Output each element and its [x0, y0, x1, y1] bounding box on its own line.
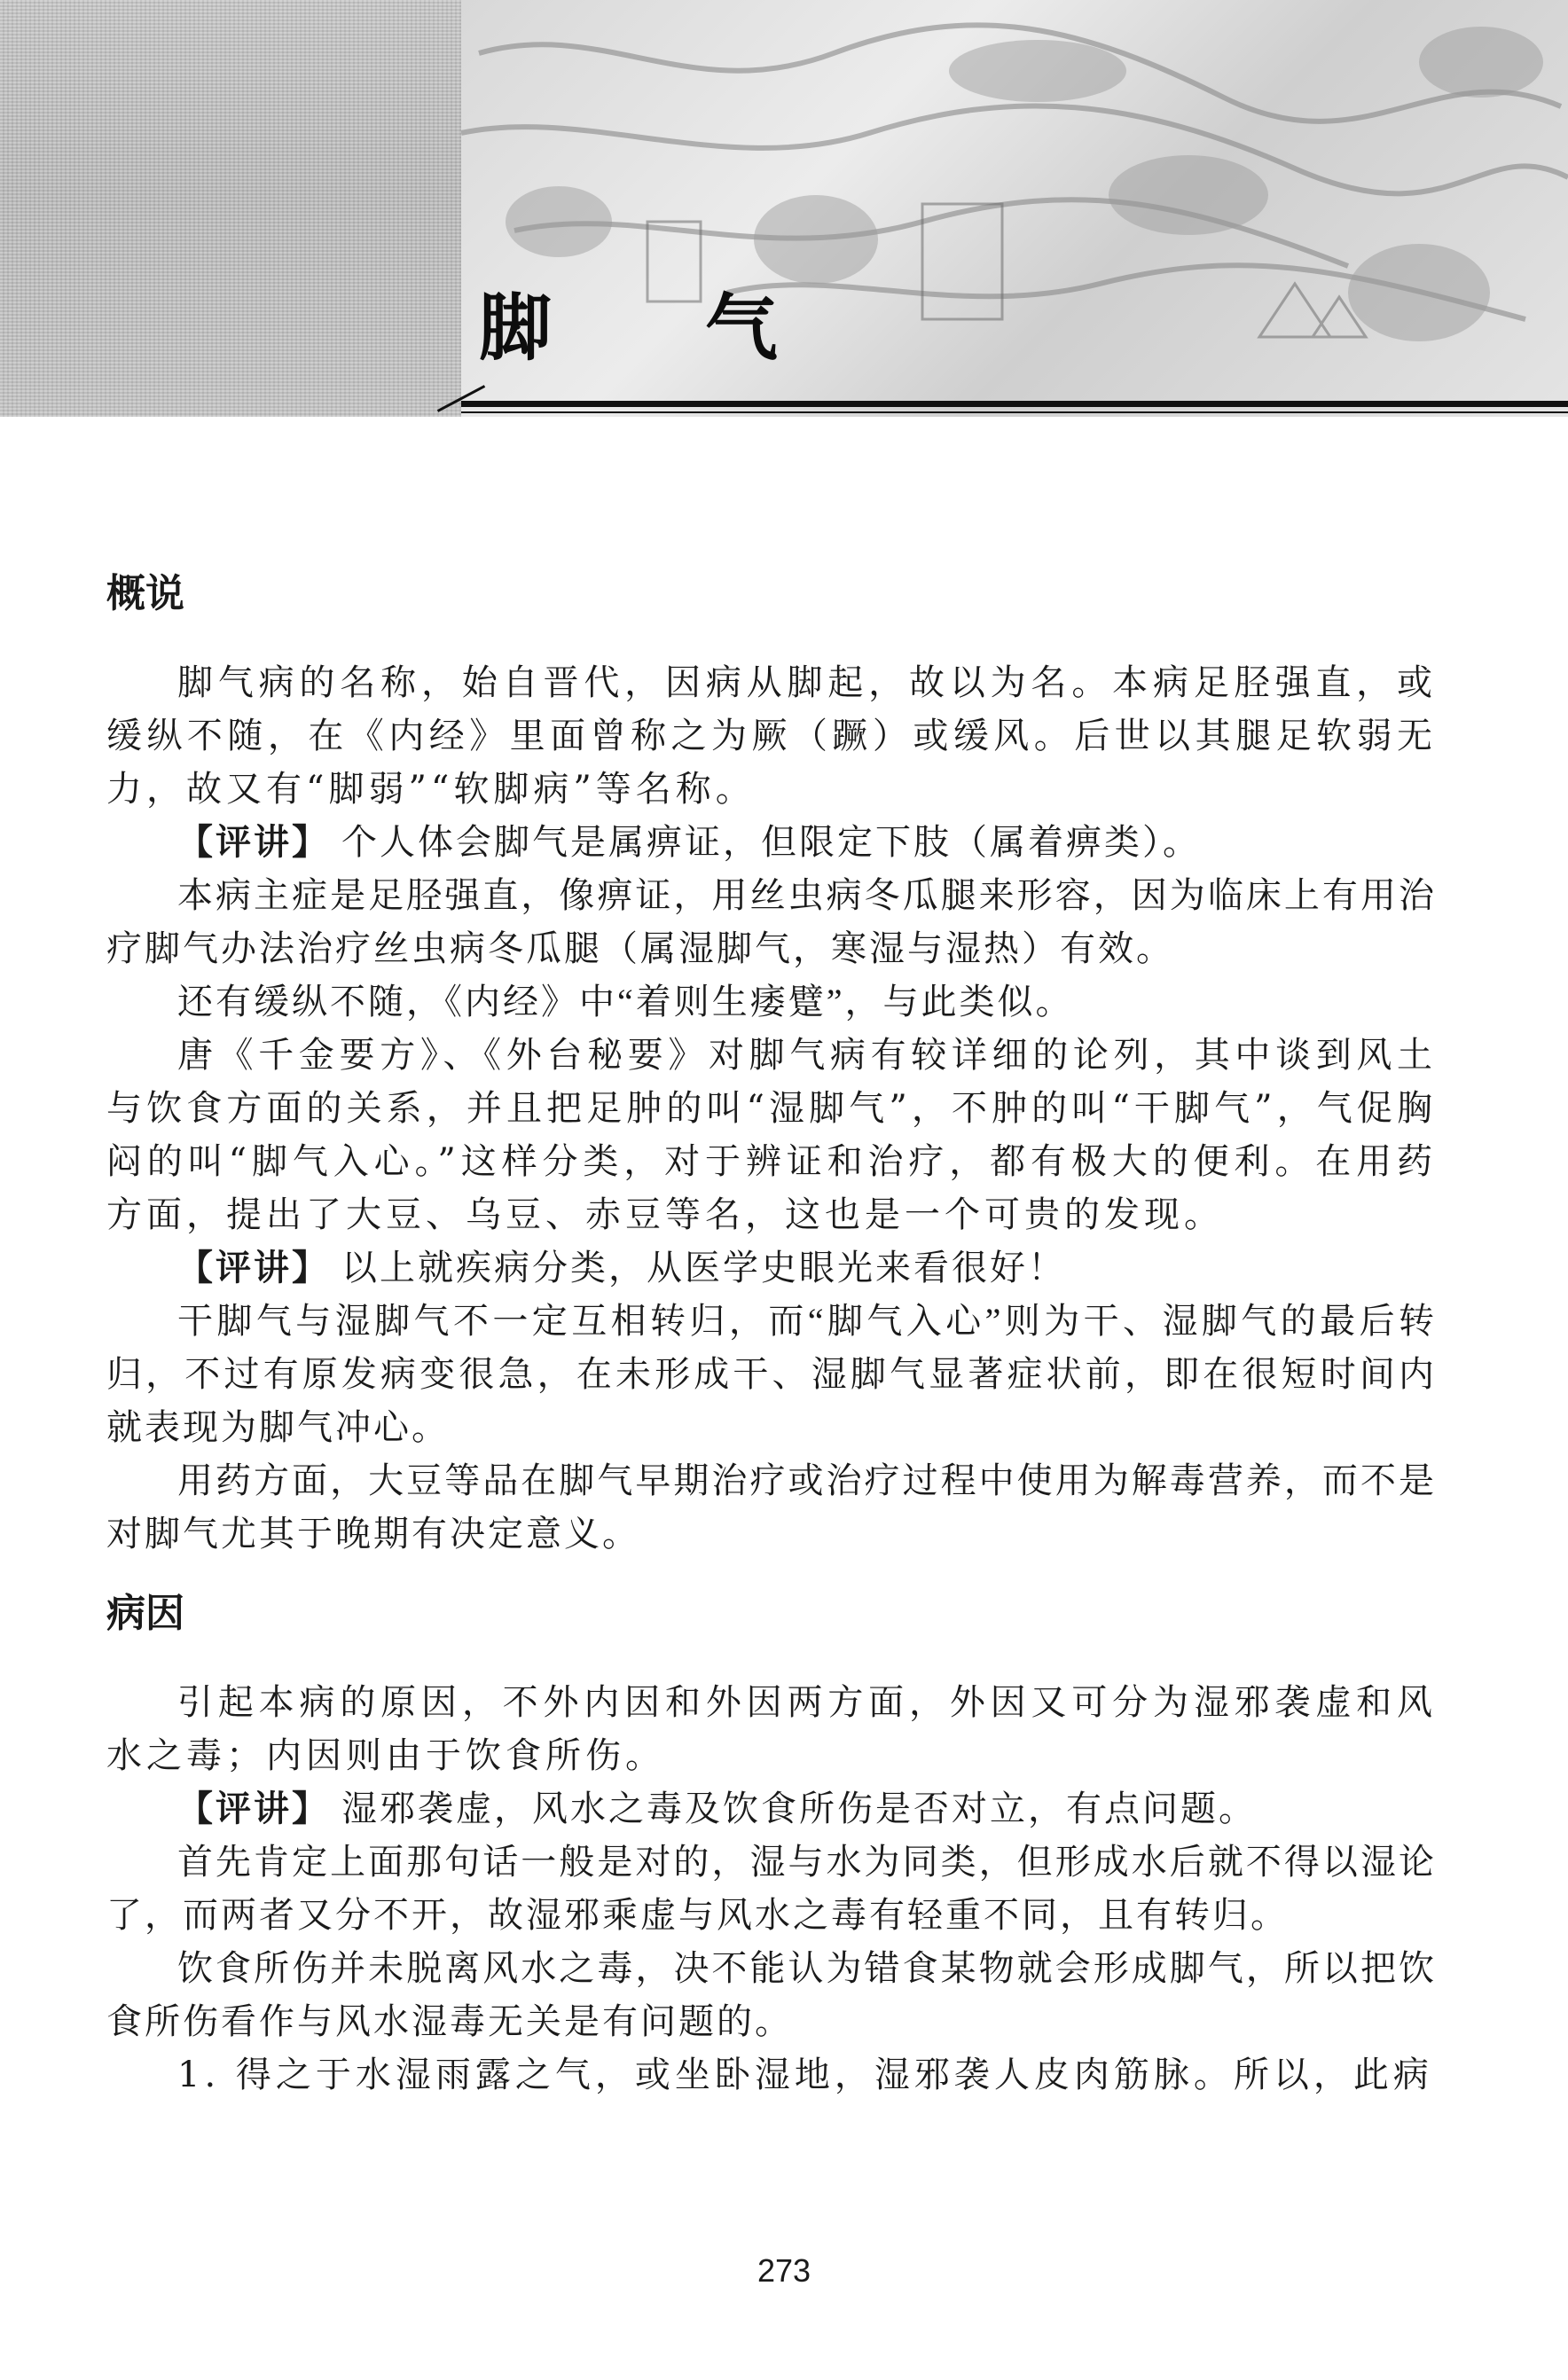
page-number: 273 — [757, 2252, 811, 2289]
banner-rule-thin — [461, 411, 1568, 413]
paragraph-commentary — [106, 816, 1437, 869]
paragraph-text: 湿邪袭虚，风水之毒及饮食所伤是否对立，有点问题。 — [341, 1789, 1257, 1828]
paragraph-text: 还有缓纵不随，《内经》中“着则生痿躄”，与此类似。 — [177, 982, 1074, 1022]
paragraph-commentary — [106, 1782, 1437, 1836]
paragraph — [106, 1029, 1437, 1241]
paragraph — [106, 1295, 1437, 1454]
banner-landscape-illustration — [461, 0, 1568, 417]
section-heading-overview: 概说 — [106, 571, 184, 616]
paragraph-text: 饮食所伤并未脱离风水之毒，决不能认为错食某物就会形成脚气，所以把饮食所伤看作与风水湿毒无关是有问题的。 — [106, 1948, 1437, 2041]
page-content — [106, 568, 1437, 2102]
paragraph — [106, 869, 1437, 975]
section-heading-cause: 病因 — [106, 1591, 184, 1636]
paragraph — [106, 656, 1437, 816]
chapter-title-char-1: 脚 — [479, 286, 554, 371]
paragraph-text: 干脚气与湿脚气不一定互相转归，而“脚气入心”则为干、湿脚气的最后转归，不过有原发病变很急，在未形成干、湿脚气显著症状前，即在很短时间内就表现为脚气冲心。 — [106, 1301, 1437, 1447]
paragraph-text: 本病主症是足胫强直，像痹证，用丝虫病冬瓜腿来形容，因为临床上有用治疗脚气办法治疗丝虫病冬瓜腿（属湿脚气，寒湿与湿热）有效。 — [106, 875, 1437, 968]
paragraph-text: 用药方面，大豆等品在脚气早期治疗或治疗过程中使用为解毒营养，而不是对脚气尤其于晚期有决定意义。 — [106, 1460, 1437, 1554]
banner-rule-thick — [461, 401, 1568, 407]
paragraph — [106, 2048, 1437, 2102]
paragraph — [106, 1836, 1437, 1942]
banner-texture-left — [0, 0, 461, 417]
commentary-label: 【评讲】 — [177, 822, 330, 862]
chapter-title — [479, 270, 780, 374]
paragraph — [106, 1454, 1437, 1561]
commentary-label: 【评讲】 — [177, 1248, 330, 1288]
paragraph-text: 首先肯定上面那句话一般是对的，湿与水为同类，但形成水后就不得以湿论了，而两者又分不开，故湿邪乘虚与风水之毒有轻重不同，且有转归。 — [106, 1842, 1437, 1935]
paragraph — [106, 1942, 1437, 2048]
commentary-label: 【评讲】 — [177, 1789, 330, 1828]
paragraph-text: 脚气病的名称，始自晋代，因病从脚起，故以为名。本病足胫强直，或缓纵不随，在《内经》里面曾称之为厥（蹶）或缓风。后世以其腿足软弱无力，故又有“脚弱”“软脚病”等名称。 — [106, 662, 1437, 810]
paragraph-text: 个人体会脚气是属痹证，但限定下肢（属着痹类）。 — [341, 822, 1201, 862]
paragraph — [106, 975, 1437, 1029]
paragraph-text: 引起本病的原因，不外内因和外因两方面，外因又可分为湿邪袭虚和风水之毒；内因则由于饮食所伤。 — [106, 1682, 1437, 1776]
chapter-title-char-2: 气 — [705, 286, 780, 371]
paragraph-text: 1. 得之于水湿雨露之气，或坐卧湿地，湿邪袭人皮肉筋脉。所以，此病 — [177, 2055, 1433, 2095]
paragraph — [106, 1676, 1437, 1782]
paragraph-text: 以上就疾病分类，从医学史眼光来看很好！ — [341, 1248, 1066, 1288]
paragraph-commentary — [106, 1241, 1437, 1295]
chapter-banner — [0, 0, 1568, 417]
paragraph-text: 唐《千金要方》、《外台秘要》对脚气病有较详细的论列，其中谈到风土与饮食方面的关系，并且把足肿的叫“湿脚气”，不肿的叫“干脚气”，气促胸闷的叫“脚气入心。”这样分类，对于辨证和治疗，都有极大的便利。在用药方面，提出了大豆、乌豆、赤豆等名，这也是一个可贵的发现。 — [106, 1035, 1437, 1235]
